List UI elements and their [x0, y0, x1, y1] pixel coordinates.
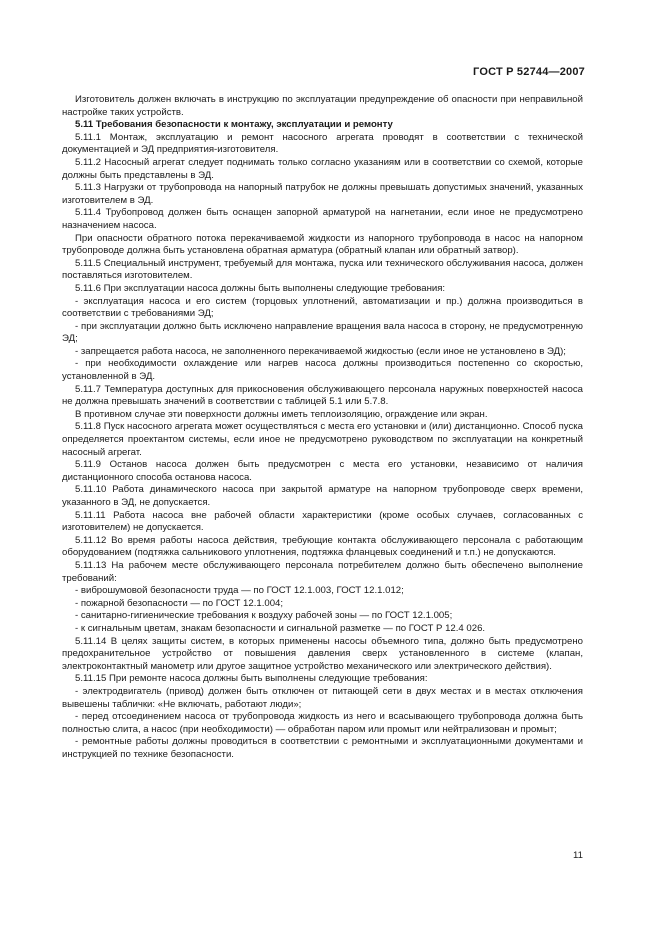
paragraph: 5.11.5 Специальный инструмент, требуемый для монтажа, пуска или технического обслуживания насоса, должен поставляться изготовителем. — [62, 257, 583, 282]
paragraph: 5.11.10 Работа динамического насоса при закрытой арматуре на напорном трубопроводе сверх времени, указанного в ЭД, не допускается. — [62, 484, 583, 508]
list-item: - пожарной безопасности — по ГОСТ 12.1.004; — [75, 597, 284, 609]
list-item: - ремонтные работы должны проводиться в соответствии с ремонтными и эксплуатационными документами и инструкцией по технике безопасности. — [62, 736, 583, 760]
paragraph: 5.11.11 Работа насоса вне рабочей области характеристики (кроме особых случаев, согласованных с изготовителем) не допускается. — [62, 509, 583, 534]
paragraph: При опасности обратного потока перекачиваемой жидкости из напорного трубопровода в насос на напорном трубопроводе должна быть установлена обратная арматура (обратный клапан или обратный затвор). — [62, 232, 583, 257]
paragraph: 5.11.4 Трубопровод должен быть оснащен запорной арматурой на нагнетании, если иное не предусмотрено назначением насоса. — [62, 207, 583, 231]
document-body — [62, 94, 583, 761]
list-item: - при эксплуатации должно быть исключено направление вращения вала насоса в сторону, не предусмотренную ЭД; — [62, 320, 583, 345]
list-item: - перед отсоединением насоса от трубопровода жидкость из него и всасывающего трубопровода должна быть полностью слита, а насос (при необходимости) — обработан паром или промыт или нейтрализован и промыт; — [62, 711, 583, 735]
list-item: - санитарно-гигиенические требования к воздуху рабочей зоны — по ГОСТ 12.1.005; — [75, 610, 453, 622]
standard-header: ГОСТ Р 52744—2007 — [473, 66, 585, 78]
paragraph: 5.11.14 В целях защиты систем, в которых применены насосы объемного типа, должно быть предусмотрено предохранительное устройство от повышения давления сверх установленного в системе (клапан, электроконтактный манометр или другое защитное устройство механического или электрического действия). — [62, 635, 583, 672]
paragraph: 5.11.7 Температура доступных для прикосновения обслуживающего персонала наружных поверхностей насоса не должна превышать значений в соответствии с таблицей 5.1 или 5.7.8. — [62, 383, 583, 408]
list-item: - виброшумовой безопасности труда — по ГОСТ 12.1.003, ГОСТ 12.1.012; — [75, 585, 404, 597]
list-item: - электродвигатель (привод) должен быть отключен от питающей сети в двух местах и в местах отключения вывешены таблички: «Не включать, работают люди»; — [62, 685, 583, 710]
paragraph: 5.11.3 Нагрузки от трубопровода на напорный патрубок не должны превышать допустимых значений, указанных изготовителем в ЭД. — [62, 182, 583, 206]
paragraph: В противном случае эти поверхности должны иметь теплоизоляцию, ограждение или экран. — [75, 408, 488, 420]
list-item: - при необходимости охлаждение или нагрев насоса должны производиться постепенно со скоростью, установленной в ЭД. — [62, 358, 583, 383]
paragraph: 5.11.13 На рабочем месте обслуживающего персонала потребителем должно быть обеспечено выполнение требований: — [62, 559, 583, 584]
paragraph: 5.11.8 Пуск насосного агрегата может осуществляться с места его установки и (или) дистанционно. Способ пуска определяется проектантом системы, если иное не предусмотрено руководством по эксплуатации на конкретный насосный агрегат. — [62, 421, 583, 458]
list-item: - запрещается работа насоса, не заполненного перекачиваемой жидкостью (если иное не установлено в ЭД); — [75, 345, 566, 357]
paragraph: Изготовитель должен включать в инструкцию по эксплуатации предупреждение об опасности при неправильной настройке таких устройств. — [62, 94, 583, 118]
paragraph: 5.11.15 При ремонте насоса должны быть выполнены следующие требования: — [75, 673, 428, 685]
page-number: 11 — [573, 850, 583, 861]
paragraph: 5.11.2 Насосный агрегат следует поднимать только согласно указаниям или в соответствии со схемой, которые должны быть представлены в ЭД. — [62, 156, 583, 181]
paragraph: 5.11.12 Во время работы насоса действия, требующие контакта обслуживающего персонала с работающим оборудованием (подтяжка сальникового уплотнения, подтяжка фланцевых соединений и т.п.) не допускаются. — [62, 534, 583, 559]
paragraph: 5.11.1 Монтаж, эксплуатацию и ремонт насосного агрегата проводят в соответствии с технической документацией и ЭД предприятия-изготовителя. — [62, 131, 583, 156]
paragraph: 5.11.9 Останов насоса должен быть предусмотрен с места его установки, независимо от наличия дистанционного способа останова насоса. — [62, 459, 583, 483]
section-heading: 5.11 Требования безопасности к монтажу, эксплуатации и ремонту — [75, 119, 393, 131]
list-item: - к сигнальным цветам, знакам безопасности и сигнальной разметке — по ГОСТ Р 12.4 026. — [75, 622, 486, 634]
list-item: - эксплуатация насоса и его систем (торцовых уплотнений, автоматизации и пр.) должна производиться в соответствии с требованиями ЭД; — [62, 295, 583, 320]
paragraph: 5.11.6 При эксплуатации насоса должны быть выполнены следующие требования: — [75, 282, 446, 294]
